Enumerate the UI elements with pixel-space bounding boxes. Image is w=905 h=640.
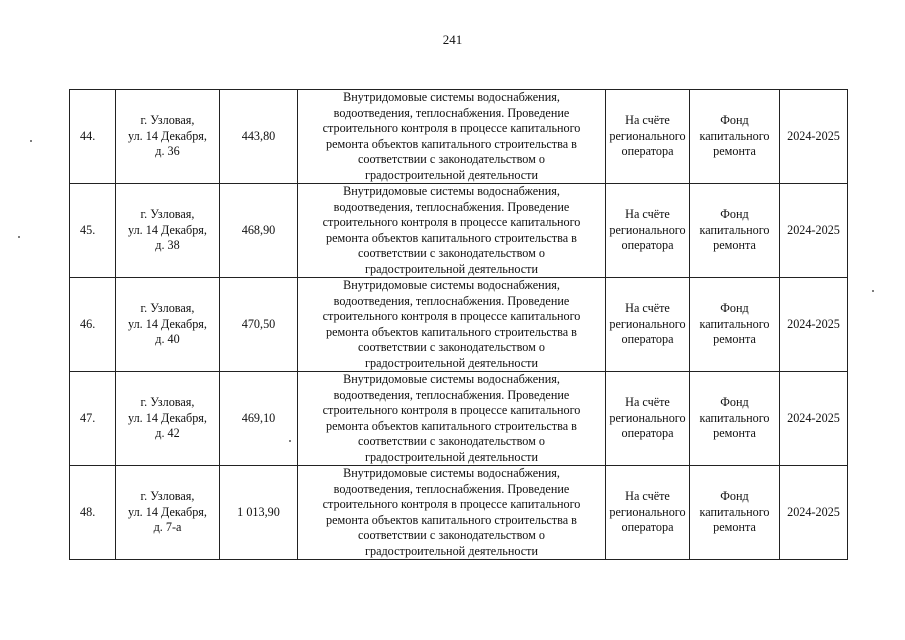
cell-fund: [690, 466, 780, 560]
cell-works: [298, 184, 606, 278]
cell-works-line: Внутридомовые системы водоснабжения,: [343, 278, 560, 292]
cell-works-line: ремонта объектов капитального строительства в: [326, 324, 577, 339]
cell-address-line: ул. 14 Декабря,: [128, 410, 207, 425]
cell-works-line: водоотведения, теплоснабжения. Проведение: [333, 105, 570, 120]
cell-address-line: ул. 14 Декабря,: [128, 504, 207, 519]
cell-area: 443,80: [220, 90, 298, 184]
cell-account-line: оператора: [621, 520, 674, 535]
cell-area: 1 013,90: [220, 466, 298, 560]
cell-account: [606, 278, 690, 372]
cell-fund-line: капитального: [699, 222, 770, 237]
cell-address-line: ул. 14 Декабря,: [128, 316, 207, 331]
cell-works-line: градостроительной деятельности: [364, 543, 539, 558]
cell-works-line: строительного контроля в процессе капитального: [322, 497, 581, 511]
table-row: [70, 90, 848, 184]
cell-works-line: ремонта объектов капитального строительства в: [326, 418, 577, 433]
repair-program-table: [69, 89, 848, 560]
scan-speck: [289, 440, 291, 442]
cell-works-line: градостроительной деятельности: [364, 261, 539, 276]
cell-fund-line: Фонд: [720, 113, 749, 128]
scan-speck: [872, 290, 874, 292]
cell-address-line: г. Узловая,: [140, 301, 195, 316]
cell-period: 2024-2025: [780, 90, 848, 184]
cell-address-line: д. 42: [155, 426, 180, 441]
cell-account: [606, 372, 690, 466]
cell-fund-line: Фонд: [720, 207, 749, 222]
cell-account-line: оператора: [621, 426, 674, 441]
cell-account-line: регионального: [609, 410, 686, 425]
cell-fund-line: Фонд: [720, 489, 749, 504]
cell-address-line: г. Узловая,: [140, 207, 195, 222]
cell-works: [298, 278, 606, 372]
cell-works-line: ремонта объектов капитального строительства в: [326, 230, 577, 245]
cell-works: [298, 372, 606, 466]
cell-address-line: д. 40: [155, 332, 180, 347]
cell-period: 2024-2025: [780, 466, 848, 560]
cell-works-line: строительного контроля в процессе капитального: [322, 403, 581, 417]
cell-address-line: г. Узловая,: [140, 395, 195, 410]
cell-number: 46.: [70, 278, 116, 372]
cell-address-line: д. 7-а: [153, 520, 182, 535]
cell-account-line: На счёте: [625, 207, 670, 222]
cell-address-line: д. 36: [155, 144, 180, 159]
cell-number: 47.: [70, 372, 116, 466]
cell-address: [116, 184, 220, 278]
cell-account-line: На счёте: [625, 489, 670, 504]
table-row: [70, 372, 848, 466]
cell-address: [116, 278, 220, 372]
cell-fund-line: ремонта: [713, 520, 756, 535]
cell-account-line: регионального: [609, 128, 686, 143]
cell-works: [298, 466, 606, 560]
cell-address: [116, 372, 220, 466]
cell-account-line: оператора: [621, 144, 674, 159]
cell-area: 468,90: [220, 184, 298, 278]
cell-works: [298, 90, 606, 184]
cell-number: 48.: [70, 466, 116, 560]
cell-fund-line: ремонта: [713, 426, 756, 441]
cell-fund-line: ремонта: [713, 144, 756, 159]
table-row: [70, 278, 848, 372]
cell-fund: [690, 372, 780, 466]
cell-period: 2024-2025: [780, 278, 848, 372]
cell-account-line: На счёте: [625, 113, 670, 128]
cell-works-line: водоотведения, теплоснабжения. Проведение: [333, 387, 570, 402]
cell-account-line: регионального: [609, 504, 686, 519]
cell-fund-line: ремонта: [713, 238, 756, 253]
cell-works-line: градостроительной деятельности: [364, 167, 539, 182]
cell-period: 2024-2025: [780, 372, 848, 466]
cell-works-line: соответствии с законодательством о: [357, 152, 546, 166]
cell-area: 470,50: [220, 278, 298, 372]
cell-address-line: г. Узловая,: [140, 113, 195, 128]
cell-works-line: Внутридомовые системы водоснабжения,: [343, 90, 560, 104]
cell-works-line: Внутридомовые системы водоснабжения,: [343, 372, 560, 386]
cell-works-line: соответствии с законодательством о: [357, 434, 546, 448]
cell-fund-line: капитального: [699, 316, 770, 331]
cell-works-line: ремонта объектов капитального строительства в: [326, 512, 577, 527]
cell-works-line: соответствии с законодательством о: [357, 528, 546, 542]
scan-speck: [18, 236, 20, 238]
cell-fund-line: капитального: [699, 128, 770, 143]
cell-account-line: На счёте: [625, 395, 670, 410]
cell-account: [606, 90, 690, 184]
cell-address-line: г. Узловая,: [140, 489, 195, 504]
cell-address-line: ул. 14 Декабря,: [128, 128, 207, 143]
cell-period: 2024-2025: [780, 184, 848, 278]
cell-fund-line: Фонд: [720, 395, 749, 410]
cell-account-line: оператора: [621, 332, 674, 347]
cell-account-line: регионального: [609, 316, 686, 331]
cell-works-line: градостроительной деятельности: [364, 449, 539, 464]
cell-fund: [690, 184, 780, 278]
cell-address-line: ул. 14 Декабря,: [128, 222, 207, 237]
table-row: [70, 466, 848, 560]
cell-account: [606, 184, 690, 278]
cell-account-line: оператора: [621, 238, 674, 253]
cell-address-line: д. 38: [155, 238, 180, 253]
cell-works-line: водоотведения, теплоснабжения. Проведение: [333, 199, 570, 214]
cell-works-line: ремонта объектов капитального строительства в: [326, 136, 577, 151]
page-number: 241: [442, 32, 463, 47]
scan-speck: [30, 140, 32, 142]
cell-account-line: На счёте: [625, 301, 670, 316]
cell-area: 469,10: [220, 372, 298, 466]
cell-account: [606, 466, 690, 560]
cell-fund-line: капитального: [699, 504, 770, 519]
cell-fund-line: Фонд: [720, 301, 749, 316]
cell-works-line: градостроительной деятельности: [364, 355, 539, 370]
cell-works-line: строительного контроля в процессе капитального: [322, 121, 581, 135]
cell-number: 44.: [70, 90, 116, 184]
cell-works-line: водоотведения, теплоснабжения. Проведение: [333, 481, 570, 496]
cell-works-line: соответствии с законодательством о: [357, 246, 546, 260]
cell-works-line: строительного контроля в процессе капитального: [322, 309, 581, 323]
cell-fund-line: ремонта: [713, 332, 756, 347]
cell-address: [116, 466, 220, 560]
cell-fund-line: капитального: [699, 410, 770, 425]
cell-fund: [690, 90, 780, 184]
cell-account-line: регионального: [609, 222, 686, 237]
cell-works-line: Внутридомовые системы водоснабжения,: [343, 466, 560, 480]
cell-address: [116, 90, 220, 184]
cell-works-line: водоотведения, теплоснабжения. Проведение: [333, 293, 570, 308]
cell-works-line: соответствии с законодательством о: [357, 340, 546, 354]
cell-works-line: строительного контроля в процессе капитального: [322, 215, 581, 229]
table-row: [70, 184, 848, 278]
cell-works-line: Внутридомовые системы водоснабжения,: [343, 184, 560, 198]
cell-fund: [690, 278, 780, 372]
cell-number: 45.: [70, 184, 116, 278]
